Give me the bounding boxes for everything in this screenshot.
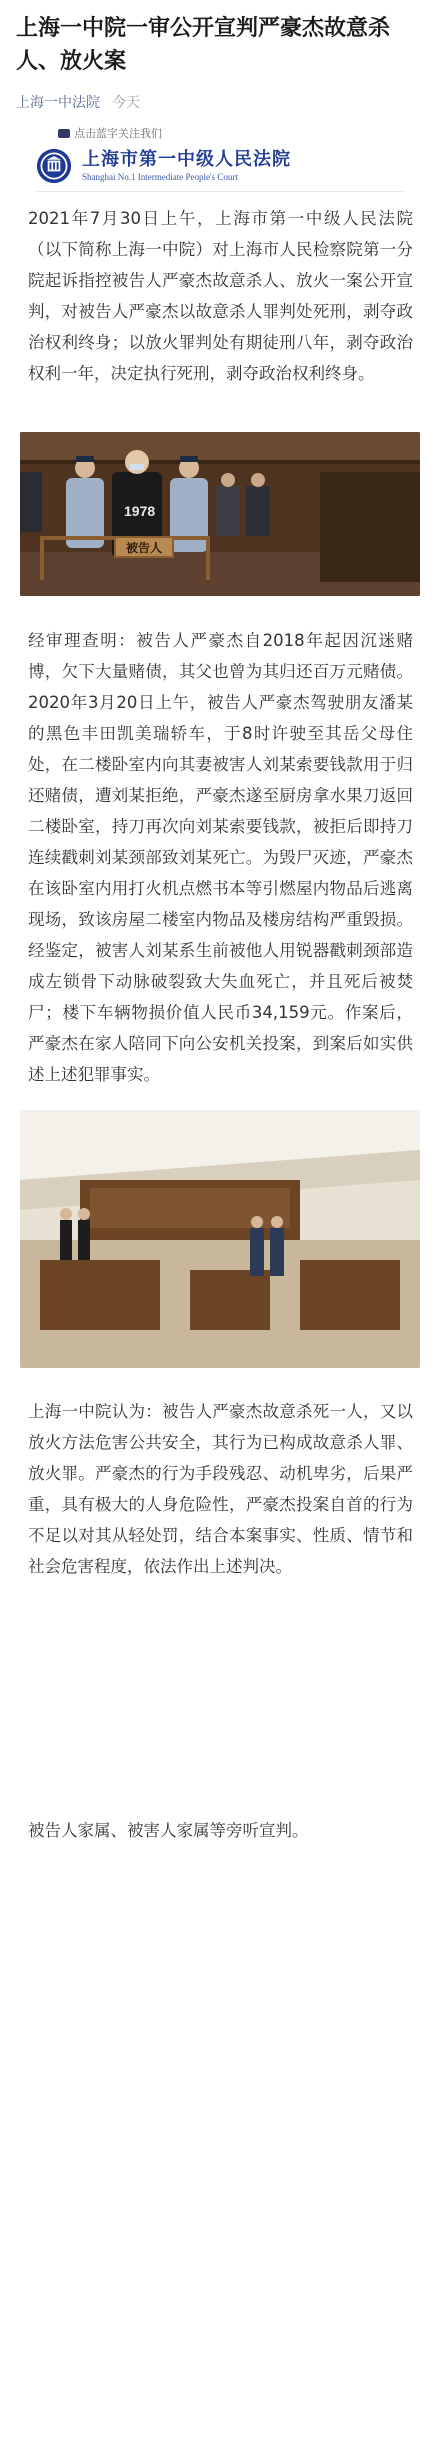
article-meta	[16, 92, 140, 112]
shirt-number: 1978	[124, 503, 156, 519]
defendant-sign: 被告人	[114, 536, 174, 558]
courtroom-photo-defendant[interactable]	[20, 432, 420, 596]
court-name-cn: 上海市第一中级人民法院	[82, 148, 291, 170]
account-name-link[interactable]: 上海一中法院	[16, 95, 100, 111]
courtroom-photo-wide[interactable]	[20, 1110, 420, 1368]
paragraph-verdict: 2021年7月30日上午，上海市第一中级人民法院（以下简称上海一中院）对上海市人民检察院第一分院起诉指控被告人严豪杰故意杀人、放火一案公开宣判，对被告人严豪杰以故意杀人罪判处死刑，剥夺政治权利终身；以放火罪判处有期徒刑八年，剥夺政治权利一年，决定执行死刑，剥夺政治权利终身。	[28, 209, 413, 383]
court-logo-banner	[36, 140, 404, 192]
paragraph-attendance: 被告人家属、被害人家属等旁听宣判。	[28, 1821, 309, 1840]
court-names	[82, 149, 291, 183]
paragraph-court-opinion: 上海一中院认为：被告人严豪杰故意杀死一人，又以放火方法危害公共安全，其行为已构成故意杀人罪、放火罪。严豪杰的行为手段残忍、动机卑劣，后果严重，具有极大的人身危险性，严豪杰投案自首的行为不足以对其从轻处罚，结合本案事实、性质、情节和社会危害程度，依法作出上述判决。	[28, 1402, 413, 1576]
article-title: 上海一中院一审公开宣判严豪杰故意杀人、放火案	[16, 16, 391, 74]
hand-pointer-icon	[58, 129, 70, 138]
court-name-en: Shanghai No.1 Intermediate People's Court	[82, 171, 238, 182]
courtroom-scene-2	[20, 1110, 420, 1368]
courtroom-scene-1	[20, 432, 420, 596]
publish-date: 今天	[112, 95, 140, 111]
court-emblem-icon	[36, 148, 72, 184]
paragraph-facts: 经审理查明：被告人严豪杰自2018年起因沉迷赌博，欠下大量赌债，其父也曾为其归还百万元赌债。2020年3月20日上午，被告人严豪杰驾驶朋友潘某的黑色丰田凯美瑞轿车，于8时许驶至其岳父母住处，在二楼卧室内向其妻被害人刘某索要钱款用于归还赌债，遭刘某拒绝，严豪杰遂至厨房拿水果刀返回二楼卧室，持刀再次向刘某索要钱款，被拒后即持刀连续戳刺刘某颈部致刘某死亡。为毁尸灭迹，严豪杰在该卧室内用打火机点燃书本等引燃屋内物品后逃离现场，致该房屋二楼室内物品及楼房结构严重毁损。经鉴定，被害人刘某系生前被他人用锐器戳刺颈部造成左锁骨下动脉破裂致大失血死亡，并且死后被焚尸；楼下车辆物损价值人民币34,159元。作案后，严豪杰在家人陪同下向公安机关投案，到案后如实供述上述犯罪事实。	[28, 631, 413, 1084]
follow-tip-text: 点击蓝字关注我们	[74, 127, 162, 140]
